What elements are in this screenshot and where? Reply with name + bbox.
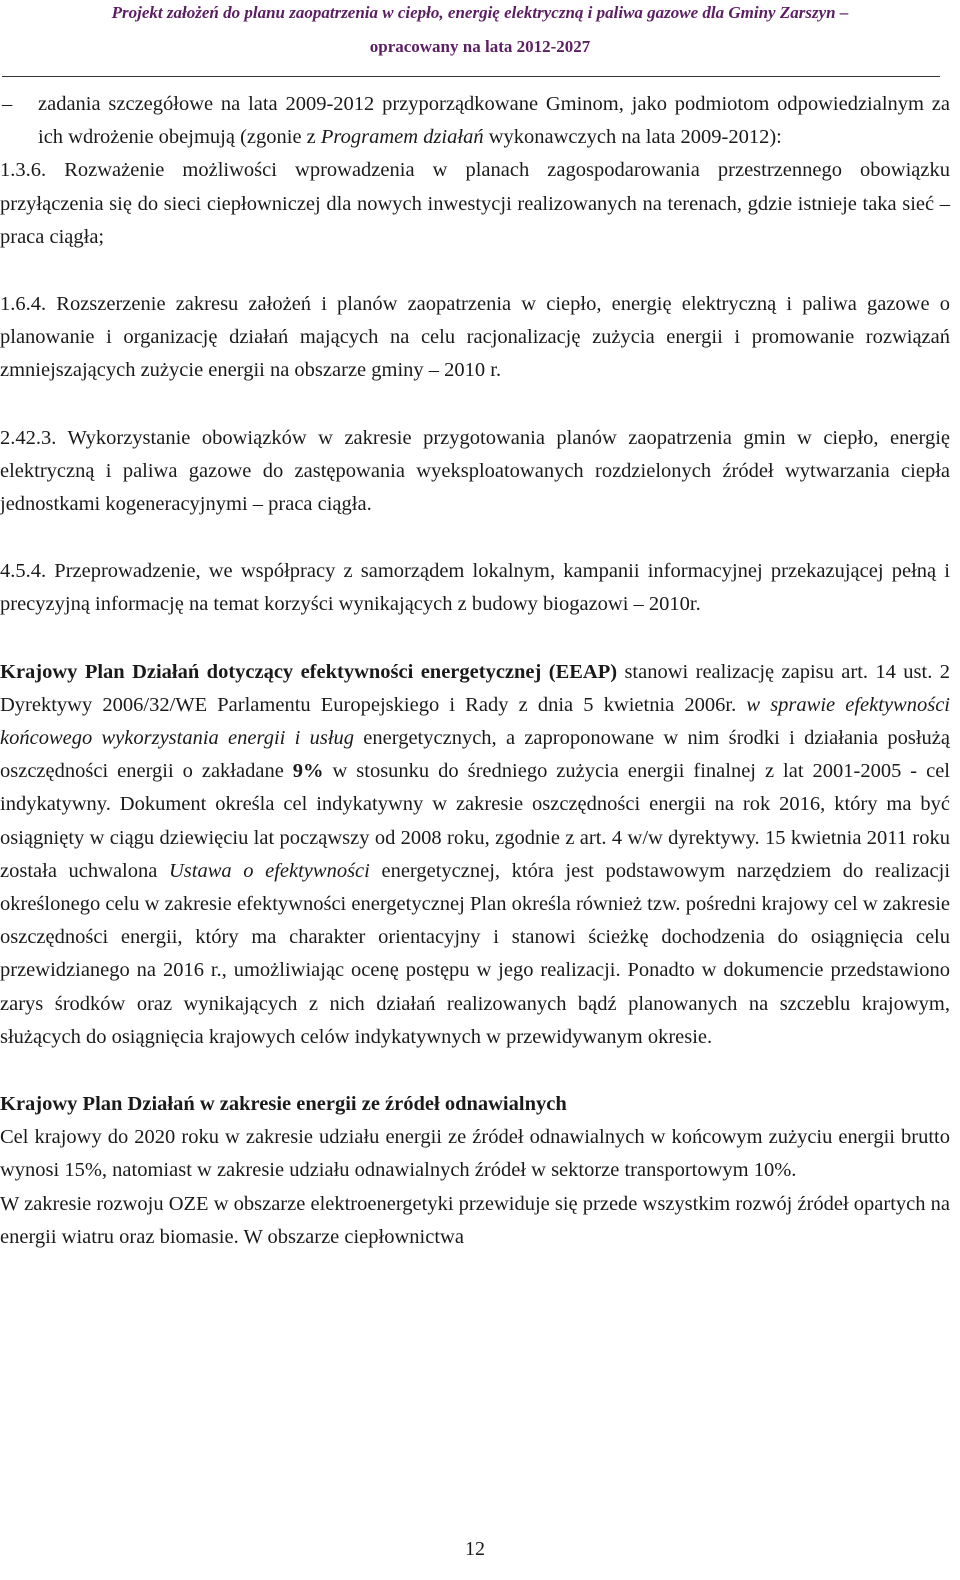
eeap-paragraph: [0, 656, 950, 1054]
header-subtitle: opracowany na lata 2012-2027: [369, 37, 591, 56]
item-text: Rozważenie możliwości wprowadzenia w planach zagospodarowania przestrzennego obowiązku przyłączenia się do sieci ciepłowniczej dla nowych inwestycji realizowanych na terenach, gdzie istnieje taka sieć – praca ciągła;: [0, 159, 950, 248]
oze-paragraph-2: W zakresie rozwoju OZE w obszarze elektroenergetyki przewiduje się przede wszystkim rozwój źródeł opartych na energii wiatru oraz biomasie. W obszarze ciepłownictwa: [0, 1192, 950, 1248]
item-number: 4.5.4.: [0, 560, 47, 583]
header-title: Projekt założeń do planu zaopatrzenia w ciepło, energię elektryczną i paliwa gazowe dla Gminy Zarszyn –: [111, 3, 849, 22]
dash-text-italic: Programem działań: [320, 126, 484, 149]
eeap-italic-1: w sprawie efektywności końcowego wykorzystania energii i usług: [0, 693, 950, 750]
eeap-title: Krajowy Plan Działań dotyczący efektywności energetycznej (EEAP): [0, 660, 618, 683]
item-number: 1.6.4.: [0, 293, 47, 316]
item-text: Rozszerzenie zakresu założeń i planów zaopatrzenia w ciepło, energię elektryczną i paliwa gazowe o planowanie i organizację działań mających na celu racjonalizację zużycia energii i promowanie rozwiązań zmniejszających zużycie energii na obszarze gminy – 2010 r.: [0, 293, 950, 382]
oze-heading-text: Krajowy Plan Działań w zakresie energii ze źródeł odnawialnych: [0, 1093, 567, 1116]
item-1-6-4: [0, 288, 950, 388]
eeap-text-4: energetycznej, która jest podstawowym narzędziem do realizacji określonego celu w zakresie efektywności energetycznej Plan określa również tzw. pośredni krajowy cel w zakresie oszczędności energii, który ma charakter orientacyjny i stanowi ścieżkę dochodzenia do osiągnięcia celu przewidzianego na 2016 r., umożliwiając ocenę postępu w jego realizacji. Ponadto w dokumencie przedstawiono zarys środków oraz wynikających z nich działań realizowanych bądź planowanych na szczeblu krajowym, służących do osiągnięcia krajowych celów indykatywnych w przewidywanym okresie.: [0, 859, 951, 1048]
item-1-3-6: [0, 154, 950, 254]
dash-text-b: wykonawczych na lata 2009-2012):: [483, 126, 782, 149]
oze-heading: [0, 1088, 950, 1121]
header-rule: [2, 76, 940, 77]
eeap-italic-2: Ustawa o efektywności: [168, 859, 370, 882]
item-2-42-3: [0, 422, 950, 522]
eeap-text-1: stanowi realizację zapisu art. 14 ust. 2 Dyrektywy 2006/32/WE Parlamentu Europejskiego i Rady z dnia 5 kwietnia 2006r.: [0, 660, 950, 716]
oze-paragraph-1: Cel krajowy do 2020 roku w zakresie udziału energii ze źródeł odnawialnych w końcowym zużyciu energii brutto wynosi 15%, natomiast w zakresie udziału odnawialnych źródeł w sektorze transportowym 10%.: [0, 1126, 950, 1182]
item-text: Wykorzystanie obowiązków w zakresie przygotowania planów zaopatrzenia gmin w ciepło, energię elektryczną i paliwa gazowe do zastępowania wyeksploatowanych rozdzielonych źródeł wytwarzania ciepła jednostkami kogeneracyjnymi – praca ciągła.: [0, 426, 950, 516]
eeap-percent: 9%: [292, 760, 324, 783]
dash-bullet: –: [2, 93, 13, 115]
dash-list-item: [0, 88, 950, 154]
item-text: Przeprowadzenie, we współpracy z samorządem lokalnym, kampanii informacyjnej przekazującej pełną i precyzyjną informację na temat korzyści wynikających z budowy biogazowi – 2010r.: [0, 560, 950, 616]
item-number: 2.42.3.: [0, 426, 57, 449]
page-number: 12: [465, 1538, 485, 1560]
item-number: 1.3.6.: [0, 159, 47, 182]
eeap-text-2: energetycznych, a zaproponowane w nim środki i działania posłużą oszczędności energii o zakładane: [0, 727, 950, 783]
document-body: [0, 88, 950, 1254]
item-4-5-4: [0, 555, 950, 621]
dash-text-a: zadania szczegółowe na lata 2009-2012 przyporządkowane Gminom, jako podmiotom odpowiedzialnym za ich wdrożenie obejmują (zgonie z: [38, 93, 950, 149]
eeap-text-3: w stosunku do średniego zużycia energii finalnej z lat 2001-2005 - cel indykatywny. Dokument określa cel indykatywny w zakresie oszczędności energii na rok 2016, który ma być osiągnięty w ciągu dziewięciu lat począwszy od 2008 roku, zgodnie z art. 4 w/w dyrektywy. 15 kwietnia 2011 roku została uchwalona: [0, 760, 950, 882]
